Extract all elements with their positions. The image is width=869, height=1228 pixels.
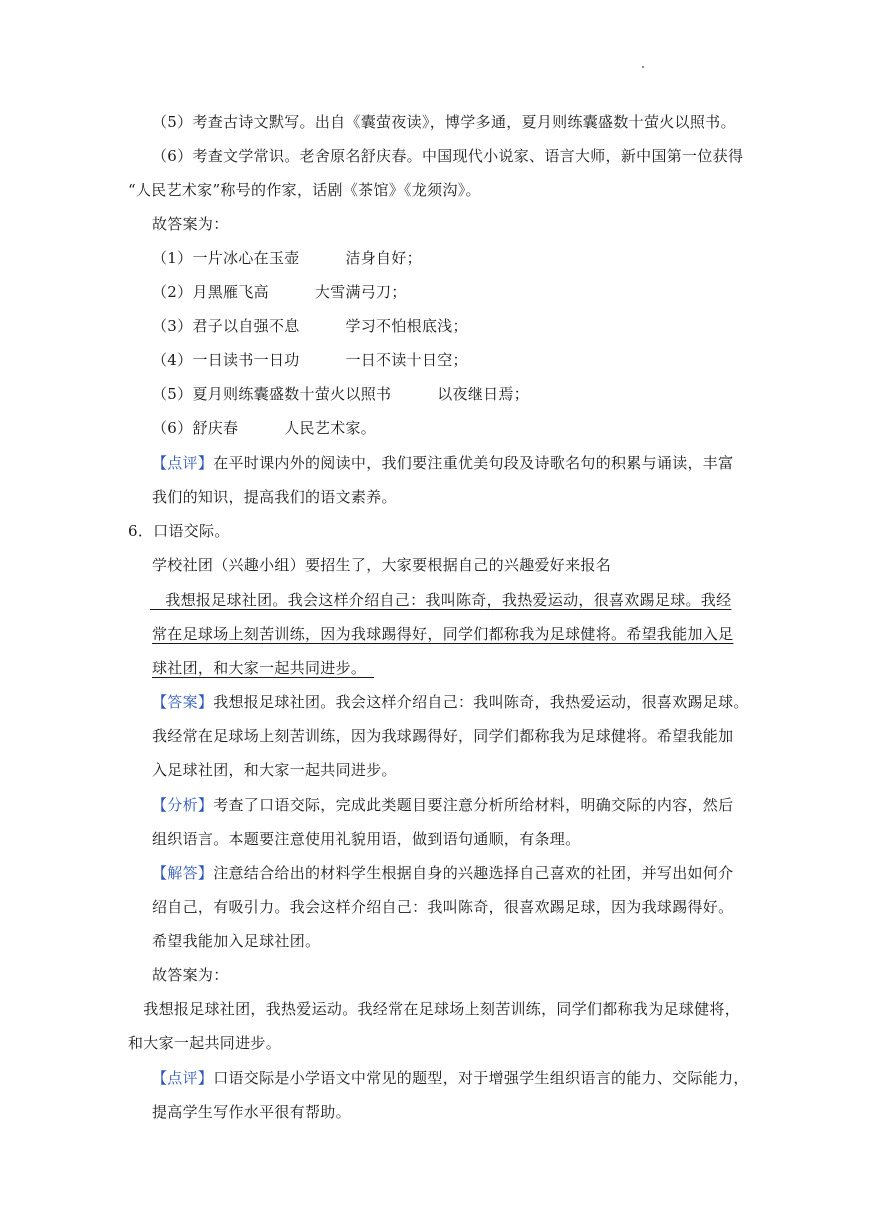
solution-block: 希望我能加入足球社团。 bbox=[152, 932, 321, 950]
question-title: 6．口语交际。 bbox=[128, 522, 230, 540]
solution-block: 绍自己，有吸引力。我会这样介绍自己：我叫陈奇，很喜欢踢足球，因为我球踢得好。 bbox=[152, 898, 734, 916]
answer-block: 【答案】我想报足球社团。我会这样介绍自己：我叫陈奇，我热爱运动，很喜欢踢足球。 bbox=[152, 693, 749, 711]
final-answer-line: 和大家一起共同进步。 bbox=[128, 1034, 282, 1052]
answer-block: 我经常在足球场上刻苦训练，因为我球踢得好，同学们都称我为足球健将。希望我能加 bbox=[152, 727, 734, 745]
answer-line: （3）君子以自强不息 学习不怕根底浅； bbox=[152, 317, 468, 335]
analysis-tag: 【分析】 bbox=[152, 796, 214, 814]
analysis-block: 组织语言。本题要注意使用礼貌用语，做到语句通顺，有条理。 bbox=[152, 830, 581, 848]
analysis-block: 【分析】考查了口语交际，完成此类题目要注意分析所给材料，明确交际的内容，然后 bbox=[152, 796, 734, 814]
review-line: 【点评】在平时课内外的阅读中，我们要注重优美句段及诗歌名句的积累与诵读，丰富 bbox=[152, 454, 734, 472]
fill-answer-line: 球社团，和大家一起共同进步。 bbox=[152, 659, 375, 677]
answer-line: （4）一日读书一日功 一日不读十日空； bbox=[152, 351, 468, 369]
text-line: “人民艺术家”称号的作家，话剧《茶馆》《龙须沟》。 bbox=[128, 181, 481, 199]
answer-line: （1）一片冰心在玉壶 洁身自好； bbox=[152, 249, 422, 267]
answer-line: （6）舒庆春 人民艺术家。 bbox=[152, 419, 377, 437]
review-tag: 【点评】 bbox=[152, 1069, 214, 1087]
solution-block: 【解答】注意结合给出的材料学生根据自身的兴趣选择自己喜欢的社团，并写出如何介 bbox=[152, 864, 734, 882]
text-line: （5）考查古诗文默写。出自《囊萤夜读》，博学多通，夏月则练囊盛数十萤火以照书。 bbox=[152, 113, 736, 131]
fill-answer-line: 常在足球场上刻苦训练，因为我球踢得好，同学们都称我为足球健将。希望我能加入足 bbox=[152, 625, 734, 643]
text-line: （6）考查文学常识。老舍原名舒庆春。中国现代小说家、语言大师，新中国第一位获得 bbox=[152, 147, 744, 165]
answer-tag: 【答案】 bbox=[152, 693, 214, 711]
review-line: 【点评】口语交际是小学语文中常见的题型，对于增强学生组织语言的能力、交际能力， bbox=[152, 1069, 749, 1087]
answer-block: 入足球社团，和大家一起共同进步。 bbox=[152, 761, 397, 779]
review-tag: 【点评】 bbox=[152, 454, 214, 472]
text-line: 故答案为： bbox=[152, 215, 229, 233]
review-line: 提高学生写作水平很有帮助。 bbox=[152, 1103, 351, 1121]
review-line: 我们的知识，提高我们的语文素养。 bbox=[152, 488, 397, 506]
fill-answer-line: 我想报足球社团。我会这样介绍自己：我叫陈奇，我热爱运动，很喜欢踢足球。我经 bbox=[150, 591, 732, 609]
solution-tag: 【解答】 bbox=[152, 864, 214, 882]
answer-line: （2）月黑雁飞高 大雪满弓刀； bbox=[152, 283, 407, 301]
header-dot bbox=[642, 66, 644, 68]
question-prompt: 学校社团（兴趣小组）要招生了，大家要根据自己的兴趣爱好来报名 bbox=[152, 556, 612, 574]
answer-line: （5）夏月则练囊盛数十萤火以照书 以夜继日焉； bbox=[152, 385, 530, 403]
final-answer-line: 我想报足球社团，我热爱运动。我经常在足球场上刻苦训练，同学们都称我为足球健将， bbox=[128, 1000, 741, 1018]
text-line: 故答案为： bbox=[152, 966, 229, 984]
